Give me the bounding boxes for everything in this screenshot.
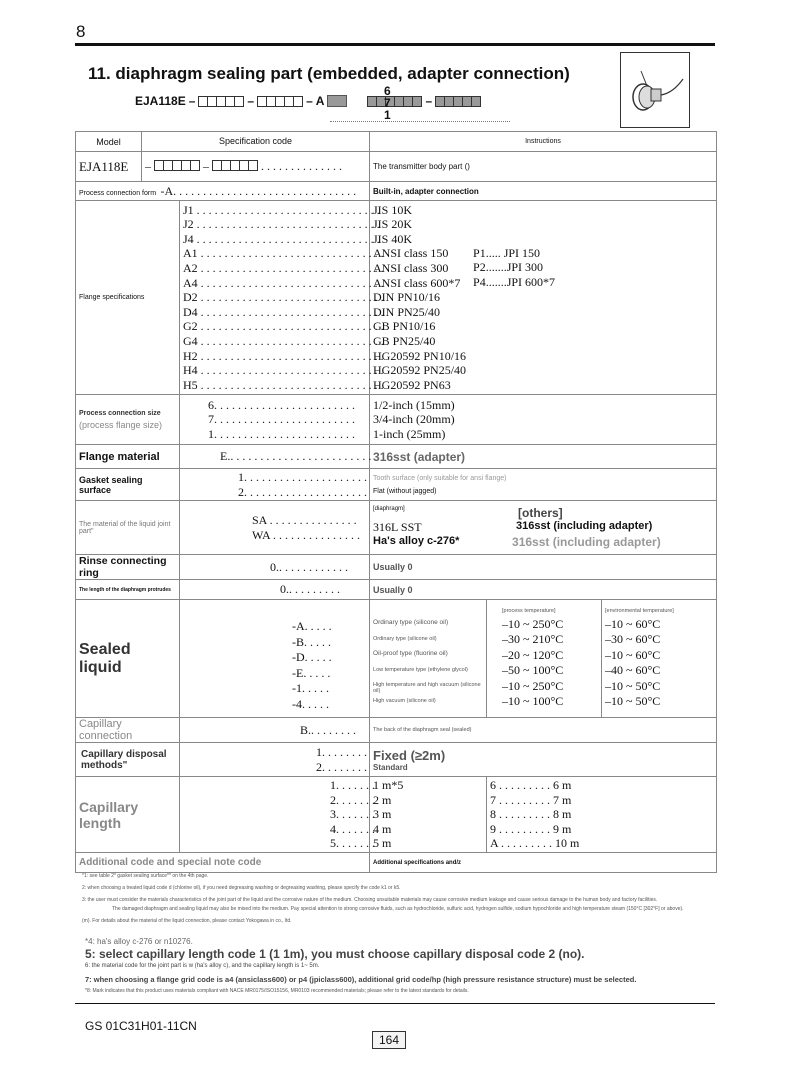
footer-doc-number: GS 01C31H01-11CN bbox=[85, 1019, 197, 1033]
option-box bbox=[327, 95, 347, 107]
proc-conn-row: Process connection form -A. . . . . . . . . . . . . . . . . . . . . . . . . . . . . . . bbox=[76, 182, 370, 201]
flange-desc: HG20592 PN10/16 bbox=[373, 348, 467, 363]
cap-len-b: A . . . . . . . . . 10 m bbox=[490, 836, 580, 851]
cap-len-codes bbox=[180, 777, 375, 853]
liquid-mat-label: The material of the liquid joint part" bbox=[76, 501, 180, 555]
rinse-code-cell: 0.. . . . . . . . . . . . bbox=[180, 555, 370, 580]
flange-desc: DIN PN10/16 bbox=[373, 290, 441, 305]
sealed-env: –10 ~ 60°C bbox=[605, 647, 661, 662]
pcs-code: 6. . . . . . . . . . . . . . . . . . . . . . . . bbox=[208, 397, 355, 412]
sealed-code: -D. . . . . bbox=[292, 650, 332, 664]
cap-disp-codes bbox=[180, 743, 370, 777]
cap-conn-desc: The back of the diaphragm seal (sealed) bbox=[370, 718, 717, 743]
sealed-code: -A. . . . . bbox=[292, 619, 332, 633]
cap-len-a: 2 m bbox=[373, 792, 392, 807]
flange-desc-cell bbox=[370, 201, 717, 395]
cap-conn-label: Capillary connection bbox=[76, 718, 180, 743]
sealed-env: –10 ~ 60°C bbox=[605, 616, 661, 631]
cap-len-b-list bbox=[490, 778, 713, 851]
sealed-env: –10 ~ 50°C bbox=[605, 678, 661, 693]
liquid-mat-code: WA . . . . . . . . . . . . . . . bbox=[252, 527, 360, 542]
note-1: *1: see table 2* gasket sealing surface** on the 4th page. bbox=[82, 873, 209, 879]
pcs-desc bbox=[370, 395, 717, 445]
note-3b: The damaged diaphragm and sealing liquid may also be mixed into the medium. Pay special attention to strong corrosive fluids, such as hydrochloride, sulfuric acid, hydrogen sulfide, sodium hypochloride and high temperature steam (150°C [302°F] or above). bbox=[112, 906, 684, 912]
cap-len-a: 3 m bbox=[373, 807, 392, 822]
header-spec: Specification code bbox=[142, 132, 370, 152]
header-model: Model bbox=[76, 132, 142, 152]
cap-len-code: 4. . . . . . . bbox=[330, 821, 375, 836]
flange-jpi: P4.......JPI 600*7 bbox=[473, 274, 556, 289]
sealed-process: –50 ~ 100°C bbox=[502, 663, 564, 677]
protrude-desc: Usually 0 bbox=[370, 580, 717, 600]
sealed-env: –30 ~ 60°C bbox=[605, 632, 661, 646]
cap-len-code: 5. . . . . . . bbox=[330, 836, 375, 851]
footnotes bbox=[82, 872, 712, 926]
note-3: 3: the user must consider the materials characteristics of the joint part of the liquid and the corrosive nature of the medium. Choosing unsuitable materials may cause corrosive medium leakage and cause serious damage to the human body and factory facilities. bbox=[82, 897, 658, 903]
model-name: EJA118E bbox=[76, 152, 142, 182]
flange-code: A4 . . . . . . . . . . . . . . . . . . . . . . . . . . . . . . . bbox=[183, 275, 384, 290]
cap-len-a-list bbox=[373, 778, 483, 851]
flange-code: G2 . . . . . . . . . . . . . . . . . . . . . . . . . . . . . . . bbox=[183, 319, 384, 334]
sealed-process: –20 ~ 120°C bbox=[502, 647, 564, 662]
flange-mat-code-cell: E.. . . . . . . . . . . . . . . . . . . . . . . . bbox=[180, 445, 370, 469]
model-code-name: EJA118E bbox=[135, 94, 186, 108]
pcs-desc-item: 1-inch (25mm) bbox=[373, 426, 446, 441]
code-boxes bbox=[257, 96, 303, 107]
cap-len-code: 1. . . . . . . bbox=[330, 778, 375, 793]
sealed-type: Oil-proof type (fluorine oil) bbox=[373, 650, 448, 657]
spec-table bbox=[75, 131, 717, 873]
flange-code: H4 . . . . . . . . . . . . . . . . . . . . . . . . . . . . . . . bbox=[183, 363, 384, 378]
note-4: *4: ha's alloy c-276 or n10276. bbox=[85, 937, 193, 946]
flange-codes bbox=[180, 201, 384, 395]
flange-desc: HG20592 PN25/40 bbox=[373, 363, 467, 378]
cap-disp-code: 1. . . . . . . . bbox=[316, 744, 367, 759]
note-7: 7: when choosing a flange grid code is a4 (ansiclass600) or p4 (jpiclass600), additional grid code/hp (high pressure resistance structure) must be selected. bbox=[85, 975, 637, 984]
flange-jpi-list bbox=[473, 203, 555, 393]
pcs-desc-item: 1/2-inch (15mm) bbox=[373, 397, 455, 412]
cap-len-b: 7 . . . . . . . . . 7 m bbox=[490, 792, 572, 807]
cap-len-b: 8 . . . . . . . . . 8 m bbox=[490, 807, 572, 822]
cap-len-a: 1 m*5 bbox=[373, 778, 404, 793]
cap-len-b: 6 . . . . . . . . . 6 m bbox=[490, 778, 572, 793]
model-code-line: EJA118E – – – A – bbox=[135, 94, 481, 108]
cap-len-label: Capillary length bbox=[76, 777, 180, 853]
flange-desc: ANSI class 150 bbox=[373, 246, 449, 261]
sealed-type: High temperature and high vacuum (silicone oil) bbox=[373, 682, 481, 694]
cap-disp-desc: Fixed (≥2m) Standard bbox=[370, 743, 717, 777]
pcs-label-cell: Process connection size (process flange size) bbox=[76, 395, 180, 445]
note-3c: (m). For details about the material of the liquid connection, please contact Yokogawa in co., ltd. bbox=[82, 918, 292, 924]
page-number: 8 bbox=[76, 22, 86, 41]
cap-len-b: 9 . . . . . . . . . 9 m bbox=[490, 821, 572, 836]
flange-mat-label: Flange material bbox=[76, 445, 180, 469]
protrude-code-cell: 0.. . . . . . . . . bbox=[180, 580, 370, 600]
code-boxes bbox=[435, 96, 481, 107]
flange-desc: JIS 40K bbox=[373, 231, 413, 246]
wavy-underline bbox=[330, 121, 510, 122]
flange-desc: ANSI class 600*7 bbox=[373, 275, 461, 290]
top-rule bbox=[75, 43, 715, 46]
flange-code: A2 . . . . . . . . . . . . . . . . . . . . . . . . . . . . . . . bbox=[183, 261, 384, 276]
flange-code: J2 . . . . . . . . . . . . . . . . . . . . . . . . . . . . . . . bbox=[183, 217, 380, 232]
sealed-type: Ordinary type (silicone oil) bbox=[373, 619, 449, 626]
note-8: *8: Mark indicates that this product uses materials compliant with NACE MR0175/ISO15156, MR0103 recommended materials; please refer to the latest standards for details. bbox=[85, 988, 469, 994]
flange-code: H2 . . . . . . . . . . . . . . . . . . . . . . . . . . . . . . . bbox=[183, 348, 384, 363]
sealed-type: High vacuum (silicone oil) bbox=[373, 697, 436, 704]
sealed-env-cell: [environmental temperature] –10 ~ 60°C –30 ~ 60°C –10 ~ 60°C –40 ~ 60°C –10 ~ 50°C –10 ~ 50°C bbox=[602, 600, 717, 718]
rinse-label: Rinse connecting ring bbox=[76, 555, 180, 580]
option-stack: 6 7 1 bbox=[384, 84, 391, 122]
cap-disp-label: Capillary disposal methods" bbox=[76, 743, 180, 777]
rinse-desc: Usually 0 bbox=[370, 555, 717, 580]
sealed-env: –40 ~ 60°C bbox=[605, 663, 661, 677]
pcs-code: 1. . . . . . . . . . . . . . . . . . . . . . . . bbox=[208, 426, 355, 441]
flange-code: A1 . . . . . . . . . . . . . . . . . . . . . . . . . . . . . . . bbox=[183, 246, 384, 261]
sealed-process: –10 ~ 250°C bbox=[502, 678, 564, 693]
flange-code: D4 . . . . . . . . . . . . . . . . . . . . . . . . . . . . . . . bbox=[183, 304, 384, 319]
flange-desc: HG20592 PN63 bbox=[373, 377, 451, 392]
note-6: 6: the material code for the joint part is w (ha's alloy c), and the capillary length is 1~ 5m. bbox=[85, 963, 320, 969]
sealed-process: –10 ~ 250°C bbox=[502, 616, 564, 631]
flange-code: J1 . . . . . . . . . . . . . . . . . . . . . . . . . . . . . . . bbox=[183, 202, 380, 217]
sealed-process-cell: [process temperature] –10 ~ 250°C –30 ~ 210°C –20 ~ 120°C –50 ~ 100°C –10 ~ 250°C –10 ~ 100°C bbox=[487, 600, 602, 718]
flange-desc: DIN PN25/40 bbox=[373, 304, 441, 319]
liquid-mat-codes bbox=[180, 501, 370, 555]
sealed-code: -B. . . . . bbox=[292, 634, 331, 649]
sealed-types bbox=[373, 604, 483, 713]
note-2: 2: when choosing a treated liquid code d (chlorine oil), if you need degreasing washing or degreasing washing, please specify the code k1 or k5. bbox=[82, 885, 401, 891]
cap-len-a: 5 m bbox=[373, 836, 392, 851]
cap-len-a-cell bbox=[370, 777, 487, 853]
liquid-mat-code: SA . . . . . . . . . . . . . . . bbox=[252, 512, 357, 527]
pcs-code: 7. . . . . . . . . . . . . . . . . . . . . . . . bbox=[208, 412, 355, 427]
section-title: 11. diaphragm sealing part (embedded, adapter connection) bbox=[88, 64, 570, 83]
model-desc: The transmitter body part () bbox=[370, 152, 717, 182]
pcs-desc-item: 3/4-inch (20mm) bbox=[373, 412, 455, 427]
sealed-type: Ordinary type (silicone oil) bbox=[373, 635, 437, 642]
sealed-process: –30 ~ 210°C bbox=[502, 632, 564, 646]
gasket-desc: Tooth surface (only suitable for ansi flange) Flat (without jagged) bbox=[370, 469, 717, 501]
protrude-label: The length of the diaphragm protrudes bbox=[76, 580, 180, 600]
flange-desc: JIS 20K bbox=[373, 217, 413, 232]
cap-disp-code: 2. . . . . . . . bbox=[316, 759, 367, 774]
flange-desc: ANSI class 300 bbox=[373, 261, 449, 276]
bottom-rule bbox=[75, 1003, 715, 1004]
flange-desc-list bbox=[373, 203, 473, 393]
gasket-codes bbox=[180, 469, 370, 501]
cap-conn-code-cell: B.. . . . . . . . bbox=[180, 718, 370, 743]
flange-code: D2 . . . . . . . . . . . . . . . . . . . . . . . . . . . . . . . bbox=[183, 290, 384, 305]
cap-len-a: 4 m bbox=[373, 821, 392, 836]
sealed-env: –10 ~ 50°C bbox=[605, 694, 661, 708]
sealed-code: -4. . . . . bbox=[292, 696, 329, 711]
addl-desc: Additional specifications and/z bbox=[370, 853, 717, 873]
addl-label: Additional code and special note code bbox=[76, 853, 370, 873]
sealed-process: –10 ~ 100°C bbox=[502, 694, 564, 708]
sealed-type: Low temperature type (ethylene glycol) bbox=[373, 666, 468, 673]
model-code-suffix: A bbox=[315, 94, 325, 108]
pcs-codes bbox=[180, 395, 370, 445]
flange-desc: GB PN10/16 bbox=[373, 319, 436, 334]
gasket-code: 1. . . . . . . . . . . . . . . . . . . . . bbox=[238, 469, 367, 484]
code-boxes bbox=[198, 96, 244, 107]
flange-desc: JIS 10K bbox=[373, 202, 413, 217]
flange-jpi: P2.......JPI 300 bbox=[473, 260, 544, 275]
sealed-env-list bbox=[605, 617, 713, 710]
sealed-code: -1. . . . . bbox=[292, 681, 329, 695]
footer-page-number: 164 bbox=[372, 1031, 406, 1049]
code-boxes bbox=[367, 96, 422, 107]
flange-mat-desc: 316sst (adapter) bbox=[370, 445, 717, 469]
sealed-process-list bbox=[490, 617, 598, 710]
gasket-code: 2. . . . . . . . . . . . . . . . . . . . . bbox=[238, 484, 367, 499]
flange-desc: GB PN25/40 bbox=[373, 333, 436, 348]
flange-code: H5 . . . . . . . . . . . . . . . . . . . . . . . . . . . . . . . bbox=[183, 377, 384, 392]
gasket-label: Gasket sealing surface bbox=[76, 469, 180, 501]
flange-jpi: P1..... JPI 150 bbox=[473, 245, 541, 260]
proc-conn-desc: Built-in, adapter connection bbox=[370, 182, 717, 201]
sealed-codes bbox=[180, 600, 370, 718]
diaphragm-seal-illustration bbox=[620, 52, 690, 128]
flange-label: Flange specifications bbox=[76, 201, 180, 395]
cap-len-b-cell bbox=[487, 777, 717, 853]
sealed-label: Sealed liquid bbox=[76, 600, 180, 718]
sealed-types-cell bbox=[370, 600, 487, 718]
cap-len-code: 2. . . . . . . bbox=[330, 792, 375, 807]
note-5: 5: select capillary length code 1 (1 1m), you must choose capillary disposal code 2 (no). bbox=[85, 947, 585, 961]
cap-len-code: 3. . . . . . . bbox=[330, 807, 375, 822]
flange-code: J4 . . . . . . . . . . . . . . . . . . . . . . . . . . . . . . . bbox=[183, 231, 380, 246]
sealed-code: -E. . . . . bbox=[292, 665, 331, 680]
model-code-boxes: – – . . . . . . . . . . . . . . bbox=[142, 152, 370, 182]
liquid-mat-desc: [diaphragm] [others] 316L SST 316sst (including adapter) Ha's alloy c-276* 316sst (including adapter) bbox=[370, 501, 717, 555]
flange-code: G4 . . . . . . . . . . . . . . . . . . . . . . . . . . . . . . . bbox=[183, 333, 384, 348]
header-instructions: Instructions bbox=[370, 132, 717, 152]
